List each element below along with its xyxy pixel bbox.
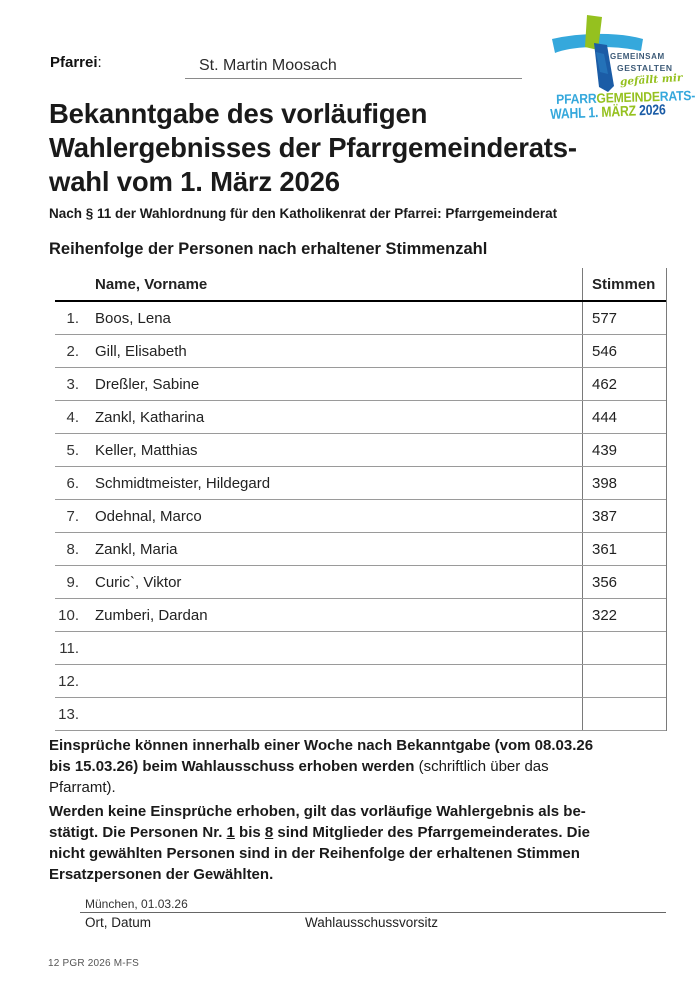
- page-title-line-3: wahl vom 1. März 2026: [49, 166, 340, 197]
- logo-word-wahl: WAHL 1.: [550, 104, 602, 123]
- legal-subtitle: Nach § 11 der Wahlordnung für den Katholikenrat der Pfarrei: Pfarrgemeinderat: [49, 206, 558, 221]
- row-name: Curic`, Viktor: [95, 573, 182, 591]
- confirmation-paragraph: [49, 801, 681, 885]
- row-votes: 356: [582, 566, 666, 598]
- table-row: [55, 434, 666, 467]
- objection-text-bold: bis 15.03.26) beim Wahlausschuss erhoben werden: [49, 758, 415, 775]
- row-votes: 322: [582, 599, 666, 631]
- logo-word-gemeinde: GEMEINDE: [596, 88, 660, 106]
- confirmation-text: bis: [234, 824, 265, 841]
- row-number: 1.: [66, 309, 79, 327]
- row-name: Gill, Elisabeth: [95, 342, 187, 360]
- page-title: [49, 97, 577, 199]
- logo-script-text: gefällt mir: [619, 71, 683, 89]
- table-row: [55, 599, 666, 632]
- objection-line-3: [49, 777, 681, 798]
- row-number: 5.: [66, 441, 79, 459]
- row-name: Odehnal, Marco: [95, 507, 202, 525]
- row-number: 6.: [66, 474, 79, 492]
- logo-word-pfarr: PFARR: [556, 90, 597, 107]
- member-to-number: 8: [264, 824, 274, 841]
- results-table: [55, 268, 667, 731]
- row-number: 9.: [66, 573, 79, 591]
- row-votes: [582, 698, 666, 730]
- row-number: 3.: [66, 375, 79, 393]
- row-name: Zankl, Katharina: [95, 408, 205, 426]
- objection-line-1: [49, 735, 681, 756]
- row-votes: 361: [582, 533, 666, 565]
- row-votes: 462: [582, 368, 666, 400]
- table-row: [55, 500, 666, 533]
- table-row: [55, 401, 666, 434]
- confirmation-text: sind Mitglieder des Pfarrgemeinderates. Die: [273, 824, 591, 841]
- confirmation-text: stätigt. Die Personen Nr.: [49, 824, 227, 841]
- row-name: Zumberi, Dardan: [95, 606, 208, 624]
- row-votes: [582, 665, 666, 697]
- row-votes: [582, 632, 666, 664]
- pfarrei-label: [50, 54, 102, 71]
- logo-word-maerz: MÄRZ: [601, 103, 637, 121]
- row-votes: 398: [582, 467, 666, 499]
- row-name: Keller, Matthias: [95, 441, 198, 459]
- logo-tagline-1: GEMEINSAM: [610, 52, 665, 61]
- table-header-row: [55, 268, 666, 302]
- pfarrei-label-text: Pfarrei: [50, 54, 98, 71]
- confirmation-line-1: Werden keine Einsprüche erhoben, gilt das vorläufige Wahlergebnis als be-: [49, 803, 586, 820]
- header-name-cell: Name, Vorname: [95, 275, 208, 293]
- table-row: [55, 566, 666, 599]
- signature-labels: [80, 913, 666, 930]
- confirmation-line-4: Ersatzpersonen der Gewählten.: [49, 866, 274, 883]
- table-row-empty: [55, 698, 666, 731]
- row-number: 13.: [58, 705, 79, 723]
- row-number: 10.: [58, 606, 79, 624]
- signature-block: [80, 897, 666, 930]
- row-number: 4.: [66, 408, 79, 426]
- confirmation-line-3: nicht gewählten Personen sind in der Reihenfolge der erhaltenen Stimmen: [49, 845, 580, 862]
- table-row: [55, 335, 666, 368]
- row-number: 11.: [59, 639, 79, 657]
- page-title-line-2: Wahlergebnisses der Pfarrgemeinderats-: [49, 132, 577, 163]
- row-name: Dreßler, Sabine: [95, 375, 200, 393]
- logo-word-rats: RATS-: [659, 87, 696, 104]
- logo-tagline-2: GESTALTEN: [617, 63, 673, 73]
- row-votes: 444: [582, 401, 666, 433]
- chair-signature-label: Wahlausschussvorsitz: [305, 915, 439, 930]
- page-title-line-1: Bekanntgabe des vorläufigen: [49, 98, 428, 129]
- row-name: Boos, Lena: [95, 309, 171, 327]
- row-name: Zankl, Maria: [95, 540, 178, 558]
- table-row: [55, 467, 666, 500]
- confirmation-line-2: [49, 822, 681, 843]
- place-date-field[interactable]: München, 01.03.26: [80, 897, 666, 913]
- row-number: 8.: [66, 540, 79, 558]
- row-votes: 387: [582, 500, 666, 532]
- objection-line-2: [49, 756, 681, 777]
- logo-word-2026: 2026: [635, 102, 666, 120]
- place-date-label: Ort, Datum: [85, 915, 152, 930]
- table-row-empty: [55, 632, 666, 665]
- form-reference-number: 12 PGR 2026 M-FS: [48, 958, 140, 969]
- objection-text-bold: Einsprüche können innerhalb einer Woche nach Bekanntgabe (vom 08.03.26: [49, 737, 594, 754]
- objection-text-regular: Pfarramt).: [49, 779, 116, 796]
- objection-paragraph: [49, 735, 681, 798]
- row-number: 7.: [66, 507, 79, 525]
- table-row: [55, 368, 666, 401]
- row-number: 12.: [58, 672, 79, 690]
- objection-text-regular: (schriftlich über das: [414, 758, 549, 775]
- row-votes: 577: [582, 302, 666, 334]
- table-row-empty: [55, 665, 666, 698]
- table-row: [55, 533, 666, 566]
- member-from-number: 1: [226, 824, 235, 841]
- row-votes: 546: [582, 335, 666, 367]
- pfarrei-input-field[interactable]: [185, 46, 522, 79]
- header-votes-cell: Stimmen: [582, 268, 666, 300]
- row-name: Schmidtmeister, Hildegard: [95, 474, 271, 492]
- row-number: 2.: [66, 342, 79, 360]
- section-heading: Reihenfolge der Personen nach erhaltener Stimmenzahl: [49, 240, 488, 258]
- pfarrei-colon: :: [97, 54, 102, 71]
- row-votes: 439: [582, 434, 666, 466]
- table-row: [55, 302, 666, 335]
- pfarrei-value: St. Martin Moosach: [199, 57, 337, 74]
